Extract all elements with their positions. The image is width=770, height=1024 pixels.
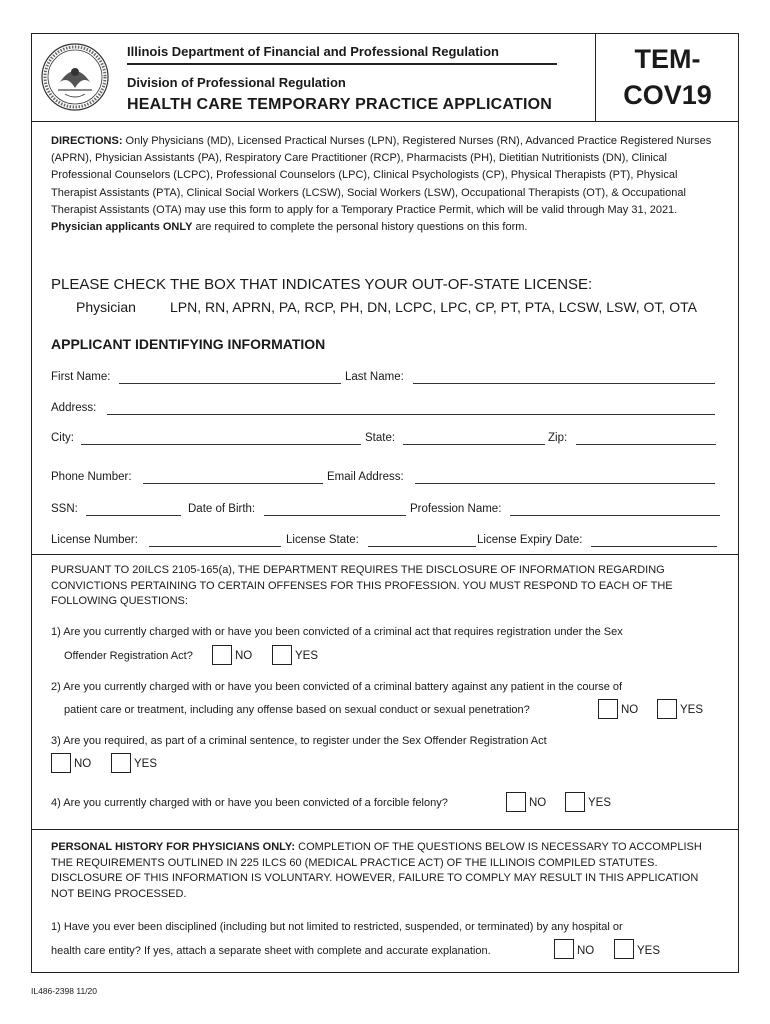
ph-q1-yes-label: YES (637, 945, 661, 957)
q4-yes-checkbox[interactable] (565, 792, 585, 812)
ph-question-1-line1: 1) Have you ever been disciplined (including but not limited to restricted, suspended, or terminated) by any hospital or (51, 921, 623, 933)
question-4-line1: 4) Are you currently charged with or have you been convicted of a forcible felony? (51, 797, 448, 809)
division-name: Division of Professional Regulation (127, 75, 346, 90)
ssn-line[interactable] (86, 515, 181, 516)
q3-yes-checkbox[interactable] (111, 753, 131, 773)
q1-yes-checkbox[interactable] (272, 645, 292, 665)
q4-no-label: NO (529, 797, 547, 809)
address-label: Address: (51, 402, 97, 414)
directions-text: Only Physicians (MD), Licensed Practical Nurses (LPN), Registered Nurses (RN), Advanced Practice Registered Nurses (APRN), Physician Assistants (PA), Respiratory Care Practitioner (RCP), Pharmacists (PH), Dietitian Nutritionists (DN), Clinical Professional Counselors (LCPC), Professional Counselors (LPC), Clinical Psychologists (CP), Physical Therapists (PT), Physical Therapist Assistants (PTA), Clinical Social Workers (LCSW), Social Workers (LSW), Occupational Therapists (OT), & Occupational Therapist Assistants (OTA) may use this form to apply for a Temporary Practice Permit, which will be valid through May 31, 2021. (51, 135, 712, 216)
form-id-box (595, 34, 739, 121)
last-name-line[interactable] (413, 383, 715, 384)
state-seal-icon (40, 42, 110, 112)
q3-no-checkbox[interactable] (51, 753, 71, 773)
directions-emphasis: Physician applicants ONLY (51, 221, 193, 234)
q1-no-label: NO (235, 650, 253, 662)
application-title: HEALTH CARE TEMPORARY PRACTICE APPLICATION (127, 96, 553, 113)
city-label: City: (51, 432, 74, 444)
license-expiry-line[interactable] (591, 546, 717, 547)
q2-yes-checkbox[interactable] (657, 699, 677, 719)
agency-name: Illinois Department of Financial and Professional Regulation (127, 44, 499, 59)
dob-label: Date of Birth: (188, 503, 256, 515)
question-1-line2: Offender Registration Act? (64, 650, 193, 662)
city-line[interactable] (81, 444, 361, 445)
ph-q1-no-label: NO (577, 945, 595, 957)
form-header (32, 34, 738, 122)
state-label: State: (365, 432, 396, 444)
first-name-line[interactable] (119, 383, 341, 384)
license-expiry-label: License Expiry Date: (477, 534, 583, 546)
zip-line[interactable] (576, 444, 716, 445)
dob-line[interactable] (264, 515, 406, 516)
directions-text-end: are required to complete the personal history questions on this form. (192, 221, 528, 234)
ph-question-1-line2: health care entity? If yes, attach a separate sheet with complete and accurate explanation. (51, 945, 491, 957)
other-license-option[interactable]: LPN, RN, APRN, PA, RCP, PH, DN, LCPC, LPC, CP, PT, PTA, LCSW, LSW, OT, OTA (170, 299, 697, 315)
applicant-info-heading: APPLICANT IDENTIFYING INFORMATION (51, 336, 326, 352)
q3-yes-label: YES (134, 758, 158, 770)
last-name-label: Last Name: (345, 371, 404, 383)
q2-yes-label: YES (680, 704, 704, 716)
question-3-line1: 3) Are you required, as part of a criminal sentence, to register under the Sex Offender Registration Act (51, 735, 547, 747)
q2-no-label: NO (621, 704, 639, 716)
q4-yes-label: YES (588, 797, 612, 809)
physician-option[interactable]: Physician (76, 299, 136, 315)
question-2-line1: 2) Are you currently charged with or have you been convicted of a criminal battery against any patient in the course of (51, 681, 623, 693)
zip-label: Zip: (548, 432, 568, 444)
form-code: IL486-2398 11/20 (31, 986, 98, 996)
profession-label: Profession Name: (410, 503, 502, 515)
directions-label: DIRECTIONS: (51, 135, 123, 147)
disclosure-notice: PURSUANT TO 20ILCS 2105-165(a), THE DEPARTMENT REQUIRES THE DISCLOSURE OF INFORMATION REGARDING CONVICTIONS PERTAINING TO CERTAIN OFFENSES FOR THIS PROFESSION. YOU MUST RESPOND TO EACH OF THE FOLLOWING QUESTIONS: (51, 564, 673, 607)
section-divider (32, 554, 738, 555)
q1-no-checkbox[interactable] (212, 645, 232, 665)
q2-no-checkbox[interactable] (598, 699, 618, 719)
first-name-label: First Name: (51, 371, 111, 383)
q4-no-checkbox[interactable] (506, 792, 526, 812)
address-line[interactable] (107, 414, 715, 415)
directions-paragraph (51, 133, 721, 236)
personal-history-paragraph (51, 840, 721, 902)
license-check-heading: PLEASE CHECK THE BOX THAT INDICATES YOUR OUT-OF-STATE LICENSE: (51, 276, 593, 293)
license-number-label: License Number: (51, 534, 138, 546)
question-1-line1: 1) Are you currently charged with or have you been convicted of a criminal act that requires registration under the Sex (51, 626, 623, 638)
ssn-label: SSN: (51, 503, 78, 515)
form-id-line2: COV19 (623, 80, 712, 110)
ph-q1-yes-checkbox[interactable] (614, 939, 634, 959)
email-line[interactable] (415, 483, 715, 484)
form-frame (31, 33, 739, 973)
license-state-line[interactable] (368, 546, 476, 547)
profession-line[interactable] (510, 515, 720, 516)
form-id-line1: TEM- (634, 44, 701, 74)
email-label: Email Address: (327, 471, 404, 483)
license-state-label: License State: (286, 534, 359, 546)
q1-yes-label: YES (295, 650, 319, 662)
question-2-line2: patient care or treatment, including any offense based on sexual conduct or sexual penetration? (64, 704, 530, 716)
section-divider (32, 829, 738, 830)
state-line[interactable] (403, 444, 545, 445)
personal-history-text: COMPLETION OF THE QUESTIONS BELOW IS NECESSARY TO ACCOMPLISH THE REQUIREMENTS OUTLINED IN 225 ILCS 60 (MEDICAL PRACTICE ACT) OF THE ILLINOIS COMPILED STATUTES. DISCLOSURE OF THIS INFORMATION IS VOLUNTARY. HOWEVER, FAILURE TO COMPLY MAY RESULT IN THIS APPLICATION NOT BEING PROCESSED. (51, 841, 702, 900)
phone-label: Phone Number: (51, 471, 132, 483)
agency-rule (127, 63, 557, 65)
license-number-line[interactable] (149, 546, 281, 547)
q3-no-label: NO (74, 758, 92, 770)
phone-line[interactable] (143, 483, 323, 484)
ph-q1-no-checkbox[interactable] (554, 939, 574, 959)
personal-history-label: PERSONAL HISTORY FOR PHYSICIANS ONLY: (51, 841, 296, 853)
